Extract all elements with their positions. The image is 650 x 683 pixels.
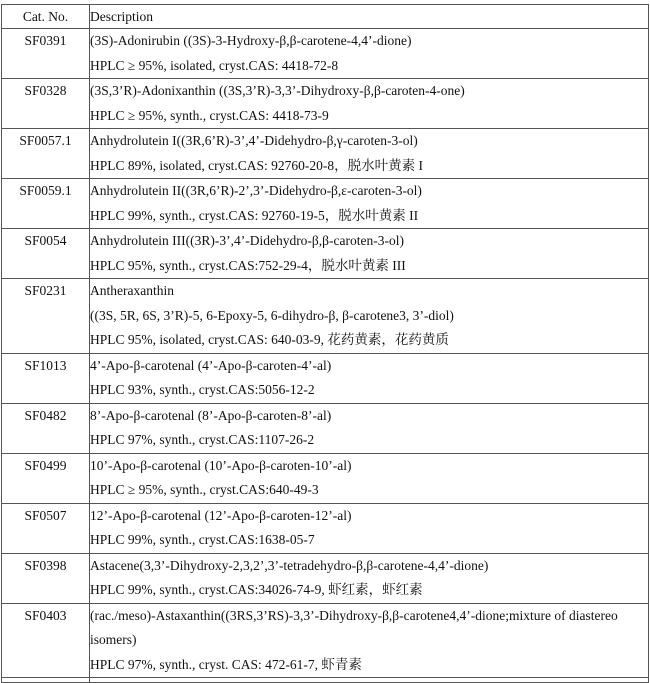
cat-no-cell: SF1013 (2, 353, 90, 403)
cat-no-cell: SF0398 (2, 553, 90, 603)
compound-name: Antheraxanthin (90, 283, 174, 298)
compound-systematic-name: ((3S, 5R, 6S, 3’R)-5, 6-Epoxy-5, 6-dihydro-β, β-carotene3, 3’-diol) (90, 307, 454, 323)
description-cell (90, 279, 649, 354)
compound-spec: HPLC 99%, synth., cryst.CAS:1638-05-7 (90, 532, 315, 547)
column-header-cat-no: Cat. No. (2, 5, 90, 29)
table-row (2, 453, 649, 503)
compound-spec: HPLC ≥ 95%, synth., cryst.CAS:640-49-3 (90, 482, 319, 497)
description-cell (90, 403, 649, 453)
compound-name: (3S,3’R)-Adonixanthin ((3S,3’R)-3,3’-Dihydroxy-β,β-caroten-4-one) (90, 83, 465, 98)
description-cell (90, 79, 649, 129)
compound-spec: HPLC 89%, isolated, cryst.CAS: 92760-20-8，脱水叶黄素 I (90, 157, 423, 173)
description-cell (90, 353, 649, 403)
description-cell-empty (90, 678, 649, 683)
compound-name: Anhydrolutein I((3R,6’R)-3’,4’-Didehydro-β,γ-caroten-3-ol) (90, 133, 418, 148)
compound-spec: HPLC 99%, synth., cryst.CAS: 92760-19-5，脱水叶黄素 II (90, 207, 419, 223)
description-cell (90, 229, 649, 279)
compound-name: Astacene(3,3’-Dihydroxy-2,3,2’,3’-tetradehydro-β,β-carotene-4,4’-dione) (90, 557, 489, 573)
table-row-partial (2, 678, 649, 683)
cat-no-cell: SF0499 (2, 453, 90, 503)
description-cell (90, 29, 649, 79)
table-row (2, 79, 649, 129)
compound-spec: HPLC 99%, synth., cryst.CAS:34026-74-9, 虾红素，虾红素 (90, 582, 423, 597)
cat-no-cell: SF0328 (2, 79, 90, 129)
compound-name: 8’-Apo-β-carotenal (8’-Apo-β-caroten-8’-al) (90, 407, 332, 423)
cat-no-cell: SF0482 (2, 403, 90, 453)
compound-name: Anhydrolutein III((3R)-3’,4’-Didehydro-β,β-caroten-3-ol) (90, 233, 405, 248)
cat-no-cell: SF0059.1 (2, 179, 90, 229)
cat-no-cell: SF0403 (2, 603, 90, 678)
description-cell (90, 603, 649, 678)
table-row (2, 553, 649, 603)
compound-spec: HPLC ≥ 95%, isolated, cryst.CAS: 4418-72-8 (90, 57, 339, 73)
table-header-row (2, 5, 649, 29)
description-cell (90, 129, 649, 179)
compound-name: 12’-Apo-β-carotenal (12’-Apo-β-caroten-12’-al) (90, 507, 352, 523)
compound-spec: HPLC 95%, synth., cryst.CAS:752-29-4，脱水叶黄素 III (90, 257, 406, 273)
description-cell (90, 553, 649, 603)
description-cell (90, 453, 649, 503)
compound-spec: HPLC 97%, synth., cryst.CAS:1107-26-2 (90, 432, 315, 447)
cat-no-cell: SF0054 (2, 229, 90, 279)
compound-name: (rac./meso)-Astaxanthin((3RS,3’RS)-3,3’-Dihydroxy-β,β-carotene4,4’-dione;mixture of diastereo isomers) (90, 607, 618, 647)
table-row (2, 29, 649, 79)
compound-spec: HPLC 93%, synth., cryst.CAS:5056-12-2 (90, 382, 315, 397)
compound-spec: HPLC 97%, synth., cryst. CAS: 472-61-7, 虾青素 (90, 656, 362, 672)
table-row (2, 229, 649, 279)
table-row (2, 403, 649, 453)
table-row (2, 129, 649, 179)
product-table (1, 4, 649, 683)
cat-no-cell: SF0057.1 (2, 129, 90, 179)
compound-name: (3S)-Adonirubin ((3S)-3-Hydroxy-β,β-carotene-4,4’-dione) (90, 33, 412, 48)
table-row (2, 179, 649, 229)
compound-name: 10’-Apo-β-carotenal (10’-Apo-β-caroten-10’-al) (90, 457, 352, 473)
description-cell (90, 179, 649, 229)
table-row (2, 503, 649, 553)
compound-spec: HPLC ≥ 95%, synth., cryst.CAS: 4418-73-9 (90, 107, 329, 123)
table-row (2, 279, 649, 354)
compound-name: 4’-Apo-β-carotenal (4’-Apo-β-caroten-4’-al) (90, 357, 332, 373)
cat-no-cell: SF0391 (2, 29, 90, 79)
cat-no-cell: SF0231 (2, 279, 90, 354)
cat-no-cell: SF0507 (2, 503, 90, 553)
description-cell (90, 503, 649, 553)
table-row (2, 603, 649, 678)
compound-name: Anhydrolutein II((3R,6’R)-2’,3’-Didehydro-β,ε-caroten-3-ol) (90, 183, 422, 198)
compound-spec: HPLC 95%, isolated, cryst.CAS: 640-03-9, 花药黄素，花药黄质 (90, 332, 449, 347)
cat-no-cell-empty (2, 678, 90, 683)
column-header-description: Description (90, 5, 649, 29)
table-row (2, 353, 649, 403)
